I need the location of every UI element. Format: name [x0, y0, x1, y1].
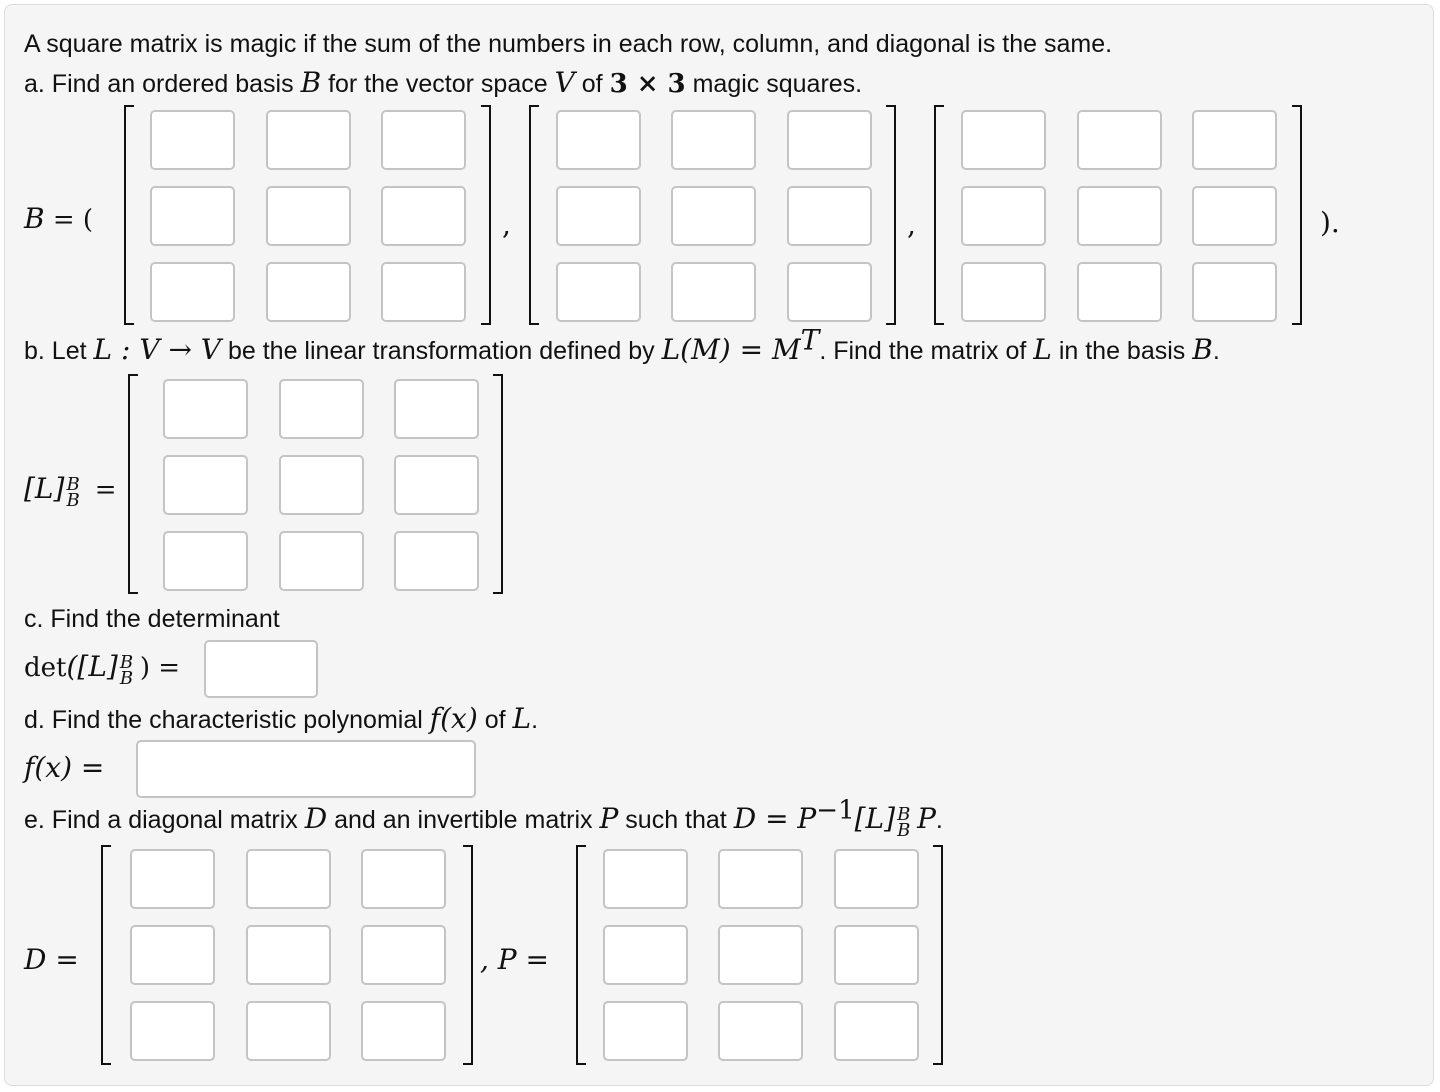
intro-text: A square matrix is magic if the sum of the numbers in each row, column, and diagonal is the same. [24, 30, 1113, 58]
basis-matrix-2-cell[interactable] [787, 186, 872, 246]
matrix-D-cell[interactable] [361, 1001, 446, 1061]
basis-matrix-3-cell[interactable] [1077, 110, 1162, 170]
char-poly-input[interactable] [136, 740, 476, 798]
part-b-prompt: b. Let L : V → V be the linear transformation defined by $L(M) = M^T$. Find the matrix of L in the basis B. [24, 323, 1220, 366]
basis-matrix-2-cell[interactable] [556, 186, 641, 246]
part-a-prompt: a. Find an ordered basis B for the vector space V of 3 × 3 magic squares. [24, 66, 863, 99]
basis-matrix-3-cell[interactable] [961, 186, 1046, 246]
basis-comma-2: , [907, 208, 916, 241]
matrix-D-cell[interactable] [130, 1001, 215, 1061]
part-d-prompt: d. Find the characteristic polynomial f(x) of L. [24, 702, 539, 735]
matrix-P-left-bracket [576, 845, 586, 1065]
matrix-D-cell[interactable] [361, 849, 446, 909]
matrix-P-label: , P = [480, 943, 550, 976]
matrix-D-cell[interactable] [361, 925, 446, 985]
basis-comma-1: , [502, 208, 511, 241]
basis-matrix-1-cell[interactable] [266, 262, 351, 322]
basis-matrix-1-cell[interactable] [150, 110, 235, 170]
basis-matrix-3-cell[interactable] [1192, 186, 1277, 246]
matrix-L-cell[interactable] [279, 379, 364, 439]
matrix-D-right-bracket [463, 845, 473, 1065]
matrix-P-cell[interactable] [603, 849, 688, 909]
basis-matrix-3-cell[interactable] [1192, 262, 1277, 322]
matrix-L-cell[interactable] [163, 455, 248, 515]
basis-matrix-2-right-bracket [886, 105, 896, 325]
matrix-L-cell[interactable] [279, 455, 364, 515]
basis-matrix-2-cell[interactable] [787, 110, 872, 170]
matrix-D-cell[interactable] [246, 849, 331, 909]
basis-matrix-3-left-bracket [934, 105, 944, 325]
basis-matrix-1-left-bracket [124, 105, 134, 325]
matrix-D-label: D = [24, 943, 79, 976]
basis-matrix-3-cell[interactable] [961, 262, 1046, 322]
matrix-P-cell[interactable] [718, 849, 803, 909]
basis-matrix-1-cell[interactable] [150, 186, 235, 246]
matrix-L-cell[interactable] [163, 531, 248, 591]
matrix-L-cell[interactable] [163, 379, 248, 439]
basis-matrix-3-cell[interactable] [1077, 186, 1162, 246]
basis-matrix-1-cell[interactable] [381, 186, 466, 246]
matrix-L-cell[interactable] [394, 455, 479, 515]
matrix-D-cell[interactable] [246, 1001, 331, 1061]
basis-matrix-2-left-bracket [529, 105, 539, 325]
basis-matrix-2-cell[interactable] [556, 110, 641, 170]
matrix-D-cell[interactable] [130, 925, 215, 985]
basis-matrix-1-cell[interactable] [266, 186, 351, 246]
matrix-L-cell[interactable] [279, 531, 364, 591]
basis-matrix-1-cell[interactable] [150, 262, 235, 322]
matrix-P-cell[interactable] [718, 925, 803, 985]
matrix-D-left-bracket [101, 845, 111, 1065]
matrix-P-cell[interactable] [718, 1001, 803, 1061]
part-e-prompt: e. Find a diagonal matrix D and an invertible matrix P such that $D = P^{-1}[L]$ B B P. [24, 795, 943, 841]
matrix-L-left-bracket [128, 374, 138, 594]
matrix-P-cell[interactable] [834, 925, 919, 985]
matrix-L-label: [L] B B = [24, 472, 117, 511]
basis-close: ). [1320, 206, 1340, 239]
matrix-P-right-bracket [933, 845, 943, 1065]
basis-matrix-3-cell[interactable] [961, 110, 1046, 170]
basis-label: B = ( [24, 202, 94, 235]
basis-matrix-2-cell[interactable] [671, 262, 756, 322]
basis-matrix-3-cell[interactable] [1077, 262, 1162, 322]
basis-matrix-3-right-bracket [1292, 105, 1302, 325]
basis-matrix-2-cell[interactable] [787, 262, 872, 322]
basis-matrix-2-cell[interactable] [556, 262, 641, 322]
matrix-D-cell[interactable] [246, 925, 331, 985]
matrix-L-right-bracket [493, 374, 503, 594]
basis-matrix-2-cell[interactable] [671, 110, 756, 170]
determinant-label: det([L] B B ) = [24, 650, 181, 689]
determinant-input[interactable] [204, 640, 318, 698]
matrix-P-cell[interactable] [834, 849, 919, 909]
matrix-D-cell[interactable] [130, 849, 215, 909]
matrix-L-cell[interactable] [394, 379, 479, 439]
basis-matrix-1-right-bracket [481, 105, 491, 325]
part-c-prompt: c. Find the determinant [24, 605, 280, 633]
matrix-P-cell[interactable] [834, 1001, 919, 1061]
matrix-P-cell[interactable] [603, 925, 688, 985]
basis-matrix-1-cell[interactable] [266, 110, 351, 170]
basis-matrix-1-cell[interactable] [381, 262, 466, 322]
basis-matrix-1-cell[interactable] [381, 110, 466, 170]
basis-matrix-2-cell[interactable] [671, 186, 756, 246]
basis-matrix-3-cell[interactable] [1192, 110, 1277, 170]
matrix-P-cell[interactable] [603, 1001, 688, 1061]
matrix-L-cell[interactable] [394, 531, 479, 591]
char-poly-label: f(x) = [24, 751, 105, 784]
